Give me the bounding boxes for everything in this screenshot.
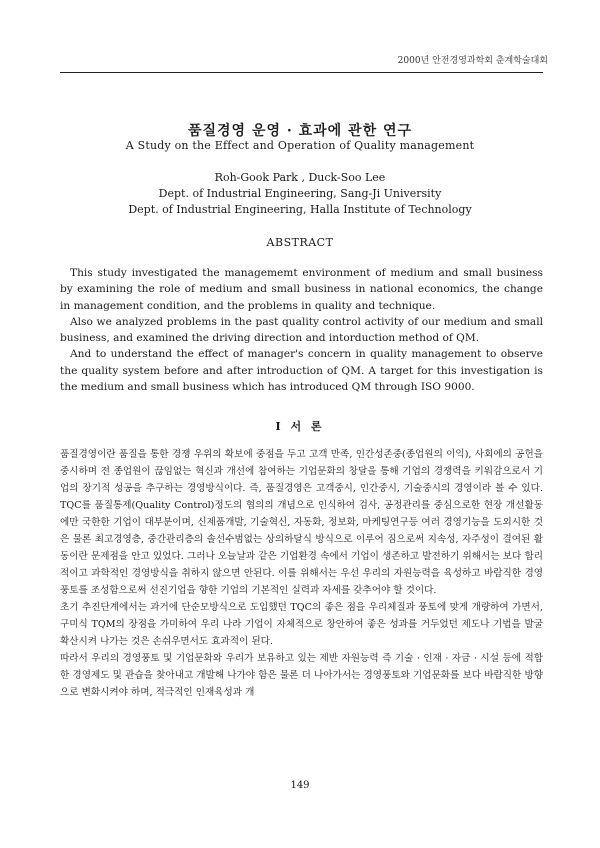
abstract-paragraph-1: This study investigated the managememt environment of medium and small business by examining the role of medium and small business in national economics, the change in management condition, and the problems in quality and technique. [60, 267, 543, 312]
section-body [60, 446, 543, 701]
section-heading: I 서 론 [275, 420, 325, 433]
affiliation-2: Dept. of Industrial Engineering, Halla Institute of Technology [128, 203, 472, 216]
author-block [0, 170, 600, 218]
title-korean: 품질경영 운영 · 효과에 관한 연구 [187, 123, 413, 139]
abstract-paragraph-3: And to understand the effect of manager's concern in quality management to observe the quality system before and after introduction of QM. A target for this investigation is the medium and small business which has introduced QM through ISO 9000. [60, 348, 543, 394]
body-paragraph-3: 따라서 우리의 경영풍토 및 기업문화와 우리가 보유하고 있는 제반 자원능력 즉 기술 · 인재 · 자금 · 시설 등에 적합한 경영제도 및 관습을 찾아내고 개발해 나가야 함은 물론 더 나아가서는 경영풍토와 기업문화를 보다 바람직한 방향으로 변화시켜야 하며, 적극적인 인재육성과 개 [60, 653, 543, 698]
body-paragraph-1: 품질경영이란 품질을 통한 경쟁 우위의 확보에 중점을 두고 고객 만족, 인간성존중(종업원의 이익), 사회에의 공헌을 중시하며 전 종업원이 끊임없는 혁신과 개선에 참여하는 기업문화의 창달을 통해 기업의 경쟁력을 키워감으로서 기업의 장기적 성공을 추구하는 경영방식이다. 즉, 품질경영은 고객중시, 인간중시, 기술중시의 경영이라 볼 수 있다. TQC를 품질통제(Quality Control)정도의 협의의 개념으로 인식하여 검사, 공정관리를 중심으로한 현장 개선활동에만 국한한 기업이 대부분이며, 신제품개발, 기술혁신, 자동화, 정보화, 마케팅연구등 여러 경영기능을 도외시한 것은 물론 최고경영층, 중간관리층의 솔선수범없는 상의하달식 방식으로 이루어 짐으로써 지속성, 자주성이 결여된 활동이란 문제점을 안고 있었다. 그러나 오늘날과 같은 기업환경 속에서 기업이 생존하고 발전하기 위해서는 보다 합리적이고 과학적인 경영방식을 취하지 않으면 안된다. 이를 위해서는 우선 우리의 자원능력을 육성하고 바람직한 경영풍토를 조성함으로써 선진기업을 향한 기업의 기본적인 실력과 자세를 갖추어야 할 것이다. [60, 449, 543, 596]
abstract-heading: ABSTRACT [266, 236, 334, 249]
abstract-paragraph-2: Also we analyzed problems in the past quality control activity of our medium and small business, and examined the driving direction and intorduction method of QM. [60, 315, 543, 345]
conference-header: 2000년 안전경영과학회 춘계학술대회 [397, 56, 548, 66]
header-rule [60, 72, 543, 73]
author-names: Roh-Gook Park , Duck-Soo Lee [214, 171, 386, 184]
affiliation-1: Dept. of Industrial Engineering, Sang-Ji University [158, 187, 442, 200]
body-paragraph-2: 초기 추진단계에서는 과거에 단순모방식으로 도입했던 TQC의 좋은 점을 우리체질과 풍토에 맞게 개량하여 가면서, 구미식 TQM의 장점을 가미하여 우리 나라 기업이 자체적으로 창안하여 좋은 성과를 거두었던 제도나 기법을 발굴 확산시켜 나가는 것은 손쉬우면서도 효과적이 된다. [60, 602, 543, 647]
abstract-body [60, 265, 543, 395]
page-number: 149 [290, 780, 310, 791]
title-english: A Study on the Effect and Operation of Quality management [125, 139, 475, 152]
